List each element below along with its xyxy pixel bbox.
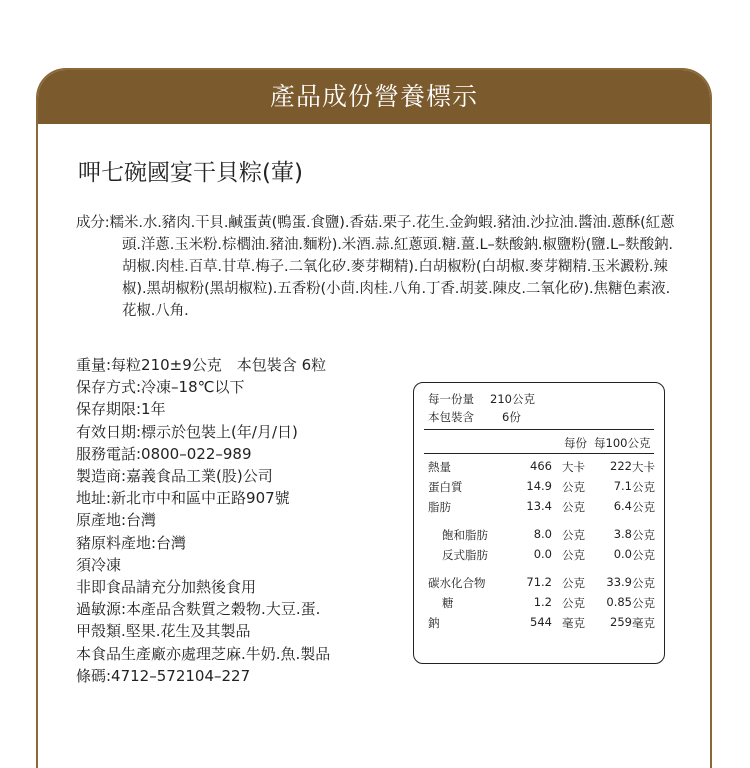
per-100g-value: 259 [610, 615, 632, 629]
per-serving-value: 71.2 [526, 575, 552, 589]
per-100g-value: 3.8 [613, 527, 632, 541]
per-serving-unit: 公克 [562, 548, 585, 562]
info-line: 服務電話:0800–022–989 [76, 444, 252, 463]
info-line: 重量:每粒210±9公克 本包裝含 6粒 [76, 356, 327, 374]
info-list [76, 354, 330, 687]
info-line: 地址:新北市中和區中正路907號 [76, 489, 290, 508]
per-serving-unit: 公克 [562, 500, 585, 514]
info-line: 本食品生產廠亦處理芝麻.牛奶.魚.製品 [76, 644, 331, 663]
per-100g-unit: 公克 [632, 576, 655, 590]
per-100g-value: 0.85 [606, 595, 632, 609]
nutrient-name: 反式脂肪 [442, 548, 488, 562]
serving-label: 每一份量 [428, 392, 474, 406]
divider [424, 429, 654, 430]
info-line: 過敏源:本產品含麩質之穀物.大豆.蛋. [76, 600, 321, 619]
per-100g-unit: 公克 [632, 548, 655, 562]
banner-title: 產品成份營養標示 [38, 70, 710, 124]
per-serving-value: 1.2 [533, 595, 552, 609]
label-card [36, 68, 712, 768]
info-line: 製造商:嘉義食品工業(股)公司 [76, 467, 273, 486]
per-serving-unit: 公克 [562, 528, 585, 542]
nutrient-name: 脂肪 [428, 500, 451, 514]
nutrition-table [413, 382, 665, 664]
per-serving-value: 0.0 [533, 547, 552, 561]
per-serving-unit: 毫克 [562, 616, 585, 630]
info-line: 須冷凍 [76, 555, 122, 574]
per-serving-value: 544 [530, 615, 552, 629]
per-serving-unit: 公克 [562, 596, 585, 610]
info-line: 有效日期:標示於包裝上(年/月/日) [76, 422, 298, 441]
per-serving-unit: 大卡 [562, 460, 585, 474]
per-serving-unit: 公克 [562, 576, 585, 590]
servings-value: 6份 [502, 410, 521, 424]
per-100g-unit: 毫克 [632, 616, 655, 630]
per-100g-unit: 公克 [632, 480, 655, 494]
info-line: 條碼:4712–572104–227 [76, 666, 251, 685]
nutrient-name: 飽和脂肪 [442, 528, 488, 542]
col-per-serving: 每份 [564, 436, 587, 450]
nutrient-name: 蛋白質 [428, 480, 463, 494]
per-100g-unit: 大卡 [632, 460, 655, 474]
per-serving-unit: 公克 [562, 480, 585, 494]
col-per-100g: 每100公克 [594, 436, 651, 450]
divider [424, 453, 654, 454]
per-100g-value: 7.1 [613, 479, 632, 493]
per-100g-value: 0.0 [613, 547, 632, 561]
servings-label: 本包裝含 [428, 410, 474, 424]
info-line: 保存方式:冷凍–18℃以下 [76, 378, 245, 397]
per-serving-value: 14.9 [526, 479, 552, 493]
info-line: 原產地:台灣 [76, 511, 157, 530]
nutrient-name: 鈉 [428, 616, 440, 630]
nutrient-name: 糖 [442, 596, 454, 610]
per-100g-unit: 公克 [632, 528, 655, 542]
per-100g-unit: 公克 [632, 500, 655, 514]
nutrient-name: 熱量 [428, 460, 451, 474]
info-line: 保存期限:1年 [76, 400, 166, 419]
per-100g-unit: 公克 [632, 596, 655, 610]
serving-value: 210公克 [490, 392, 535, 406]
nutrient-name: 碳水化合物 [428, 576, 486, 590]
product-name: 呷七碗國宴干貝粽(葷) [78, 160, 303, 186]
per-serving-value: 13.4 [526, 499, 552, 513]
info-line: 豬原料產地:台灣 [76, 533, 187, 552]
ingredients-text: 成分:糯米.水.豬肉.干貝.鹹蛋黃(鴨蛋.食鹽).香菇.栗子.花生.金鉤蝦.豬油.沙拉油.醬油.蔥酥(紅蔥頭.洋蔥.玉米粉.棕櫚油.豬油.麵粉).米酒.蒜.紅蔥頭.糖.薑.L–麩酸鈉.椒鹽粉(鹽.L–麩酸鈉.胡椒.肉桂.百草.甘草.梅子.二氧化矽.麥芽糊精).白胡椒粉(白胡椒.麥芽糊精.玉米澱粉.辣椒).黑胡椒粉(黑胡椒粒).五香粉(小茴.肉桂.八角.丁香.胡荽.陳皮.二氧化矽).焦糖色素液.花椒.八角. [76, 215, 675, 319]
per-100g-value: 222 [610, 459, 632, 473]
per-serving-value: 8.0 [533, 527, 552, 541]
per-100g-value: 6.4 [613, 499, 632, 513]
per-serving-value: 466 [530, 459, 552, 473]
info-line: 非即食品請充分加熱後食用 [76, 578, 257, 597]
per-100g-value: 33.9 [606, 575, 632, 589]
info-line: 甲殼類.堅果.花生及其製品 [76, 622, 251, 641]
